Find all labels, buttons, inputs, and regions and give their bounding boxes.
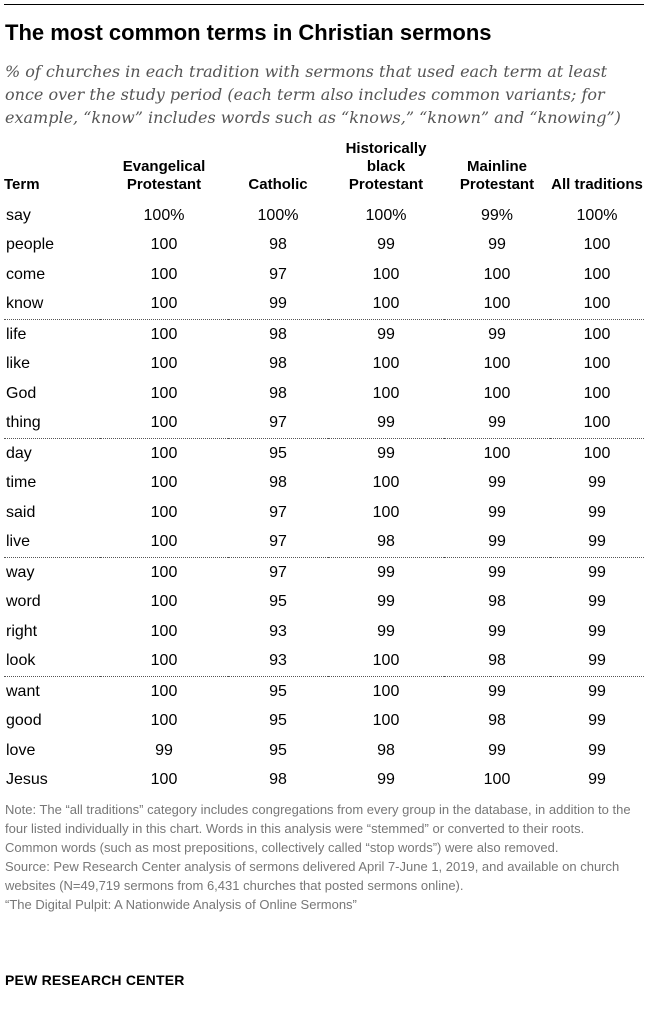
table-row: [4, 320, 644, 350]
value-cell-black: 99: [377, 771, 395, 789]
value-cell-mainline: 99: [488, 563, 506, 581]
term-cell: day: [6, 444, 32, 462]
value-cell-mainline: 99: [488, 682, 506, 700]
table-body: [4, 201, 644, 795]
value-cell-catholic: 98: [269, 355, 287, 373]
table-row: [4, 290, 644, 320]
value-cell-black: 100: [372, 265, 400, 283]
value-cell-evangelical: 100: [150, 444, 178, 462]
value-cell-mainline: 99: [488, 503, 506, 521]
source-text: Source: Pew Research Center analysis of sermons delivered April 7-June 1, 2019, and available on church websites (N=49,719 sermons from 6,431 churches that posted sermons online).: [5, 859, 620, 893]
value-cell-mainline: 100: [483, 355, 511, 373]
value-cell-black: 99: [377, 325, 395, 343]
value-cell-catholic: 97: [269, 503, 287, 521]
value-cell-evangelical: 100: [150, 563, 178, 581]
value-cell-evangelical: 100: [100, 528, 228, 558]
table-row: [4, 528, 644, 558]
value-cell-mainline: 99: [488, 741, 506, 759]
value-cell-all: 100: [583, 384, 611, 402]
table-row: [4, 409, 644, 439]
value-cell-catholic: 98: [269, 771, 287, 789]
term-cell: right: [6, 622, 38, 640]
value-cell-black: 98: [328, 528, 444, 558]
value-cell-black: 99: [328, 409, 444, 439]
value-cell-mainline: 99: [488, 325, 506, 343]
table-row: [4, 379, 644, 409]
value-cell-catholic: 95: [269, 682, 287, 700]
value-cell-catholic: 98: [269, 384, 287, 402]
table-row: [4, 647, 644, 677]
value-cell-evangelical: 100: [150, 622, 178, 640]
value-cell-catholic: 98: [269, 325, 287, 343]
term-cell: love: [6, 741, 36, 759]
table-row: [4, 231, 644, 261]
value-cell-evangelical: 100: [150, 593, 178, 611]
value-cell-all: 99: [588, 712, 606, 730]
term-cell: way: [6, 563, 35, 581]
value-cell-catholic: 97: [269, 563, 287, 581]
value-cell-all: 100: [583, 325, 611, 343]
value-cell-all: 99: [550, 647, 644, 677]
value-cell-evangelical: 100: [150, 771, 178, 789]
value-cell-catholic: 95: [269, 593, 287, 611]
term-cell: life: [6, 325, 27, 343]
value-cell-evangelical: 100: [150, 384, 178, 402]
value-cell-evangelical: 100: [100, 409, 228, 439]
term-cell: God: [6, 384, 37, 402]
value-cell-evangelical: 100: [100, 290, 228, 320]
terms-table: [4, 140, 644, 795]
table-row: [4, 677, 644, 707]
value-cell-all: 99: [588, 682, 606, 700]
value-cell-black: 99: [377, 444, 395, 462]
value-cell-all: 99: [588, 622, 606, 640]
value-cell-mainline: 100: [483, 265, 511, 283]
table-row: [4, 260, 644, 290]
term-cell: come: [6, 265, 46, 283]
value-cell-evangelical: 100: [150, 503, 178, 521]
value-cell-all: 99: [588, 593, 606, 611]
value-cell-evangelical: 100: [150, 265, 178, 283]
col-header-evangelical: Evangelical Protestant: [122, 158, 206, 193]
value-cell-catholic: 95: [269, 741, 287, 759]
value-cell-all: 99: [550, 528, 644, 558]
table-row: [4, 707, 644, 737]
value-cell-black: 100: [372, 682, 400, 700]
value-cell-all: 99: [588, 474, 606, 492]
table-row: [4, 439, 644, 469]
value-cell-mainline: 98: [444, 647, 550, 677]
value-cell-all: 100%: [576, 206, 618, 224]
value-cell-catholic: 100%: [257, 206, 299, 224]
term-cell: Jesus: [6, 771, 48, 789]
table-row: [4, 736, 644, 766]
col-header-term: Term: [4, 176, 40, 193]
term-cell: people: [6, 236, 55, 254]
value-cell-black: 100: [372, 474, 400, 492]
value-cell-catholic: 98: [269, 474, 287, 492]
term-cell: like: [6, 355, 31, 373]
value-cell-all: 100: [550, 409, 644, 439]
value-cell-all: 100: [583, 265, 611, 283]
term-cell: say: [6, 206, 31, 224]
table-row: [4, 201, 644, 231]
table-row: [4, 469, 644, 499]
col-header-black: Historically black Protestant: [345, 140, 427, 193]
value-cell-evangelical: 100%: [143, 206, 185, 224]
value-cell-evangelical: 99: [155, 741, 173, 759]
table-row: [4, 766, 644, 796]
top-rule: [4, 4, 644, 5]
value-cell-mainline: 100: [483, 771, 511, 789]
term-cell: said: [6, 503, 36, 521]
value-cell-mainline: 100: [483, 384, 511, 402]
value-cell-black: 98: [377, 741, 395, 759]
value-cell-mainline: 99: [444, 528, 550, 558]
report-title: “The Digital Pulpit: A Nationwide Analysis of Online Sermons”: [5, 897, 357, 912]
value-cell-evangelical: 100: [150, 355, 178, 373]
value-cell-mainline: 99: [444, 409, 550, 439]
value-cell-mainline: 99: [488, 236, 506, 254]
term-cell: look: [4, 647, 100, 677]
term-cell: know: [4, 290, 100, 320]
value-cell-evangelical: 100: [150, 325, 178, 343]
table-row: [4, 350, 644, 380]
value-cell-catholic: 93: [269, 622, 287, 640]
value-cell-mainline: 98: [488, 712, 506, 730]
value-cell-all: 100: [583, 444, 611, 462]
value-cell-all: 99: [588, 771, 606, 789]
brand-logo-text: PEW RESEARCH CENTER: [5, 972, 185, 988]
value-cell-evangelical: 100: [150, 474, 178, 492]
value-cell-black: 100: [372, 712, 400, 730]
value-cell-mainline: 99: [488, 622, 506, 640]
table-row: [4, 588, 644, 618]
term-cell: thing: [4, 409, 100, 439]
value-cell-black: 100: [372, 384, 400, 402]
value-cell-evangelical: 100: [150, 236, 178, 254]
value-cell-catholic: 99: [228, 290, 328, 320]
value-cell-catholic: 95: [269, 444, 287, 462]
value-cell-black: 99: [377, 622, 395, 640]
value-cell-all: 100: [583, 236, 611, 254]
term-cell: live: [4, 528, 100, 558]
value-cell-evangelical: 100: [100, 647, 228, 677]
chart-title: The most common terms in Christian sermons: [5, 20, 492, 45]
value-cell-black: 100: [328, 647, 444, 677]
table-row: [4, 498, 644, 528]
value-cell-catholic: 95: [269, 712, 287, 730]
value-cell-black: 100: [328, 290, 444, 320]
value-cell-catholic: 97: [228, 528, 328, 558]
table-row: [4, 617, 644, 647]
value-cell-black: 99: [377, 593, 395, 611]
value-cell-black: 100%: [365, 206, 407, 224]
value-cell-all: 99: [588, 503, 606, 521]
value-cell-mainline: 98: [488, 593, 506, 611]
value-cell-catholic: 98: [269, 236, 287, 254]
value-cell-all: 99: [588, 563, 606, 581]
col-header-evangelical-line2: Protestant: [126, 176, 202, 193]
value-cell-all: 100: [583, 355, 611, 373]
value-cell-black: 99: [377, 236, 395, 254]
col-header-all: All traditions: [551, 176, 643, 193]
value-cell-mainline: 100: [483, 444, 511, 462]
value-cell-evangelical: 100: [150, 682, 178, 700]
value-cell-all: 100: [550, 290, 644, 320]
value-cell-black: 99: [377, 563, 395, 581]
term-cell: time: [6, 474, 37, 492]
table-row: [4, 558, 644, 588]
col-header-mainline: Mainline Protestant: [459, 158, 535, 193]
value-cell-catholic: 97: [228, 409, 328, 439]
term-cell: word: [6, 593, 41, 611]
term-cell: good: [6, 712, 42, 730]
col-header-catholic: Catholic: [248, 176, 308, 193]
chart-subtitle: % of churches in each tradition with sermons that used each term at least once over the study period (each term also includes common variants; for example, “know” includes words such as “knows,” “known” and “knowing”): [5, 62, 621, 127]
value-cell-all: 99: [588, 741, 606, 759]
value-cell-mainline: 100: [444, 290, 550, 320]
term-cell: want: [6, 682, 40, 700]
value-cell-evangelical: 100: [150, 712, 178, 730]
footnotes: [5, 800, 640, 914]
value-cell-black: 100: [372, 355, 400, 373]
note-text: Note: The “all traditions” category includes congregations from every group in the database, in addition to the four listed individually in this chart. Words in this analysis were “stemmed” or converted to their roots. Common words (such as most prepositions, collectively called “stop words”) were also removed.: [5, 802, 631, 855]
value-cell-catholic: 97: [269, 265, 287, 283]
value-cell-mainline: 99: [488, 474, 506, 492]
value-cell-mainline: 99%: [480, 206, 514, 224]
header-row: [4, 140, 644, 201]
value-cell-black: 100: [372, 503, 400, 521]
value-cell-catholic: 93: [228, 647, 328, 677]
